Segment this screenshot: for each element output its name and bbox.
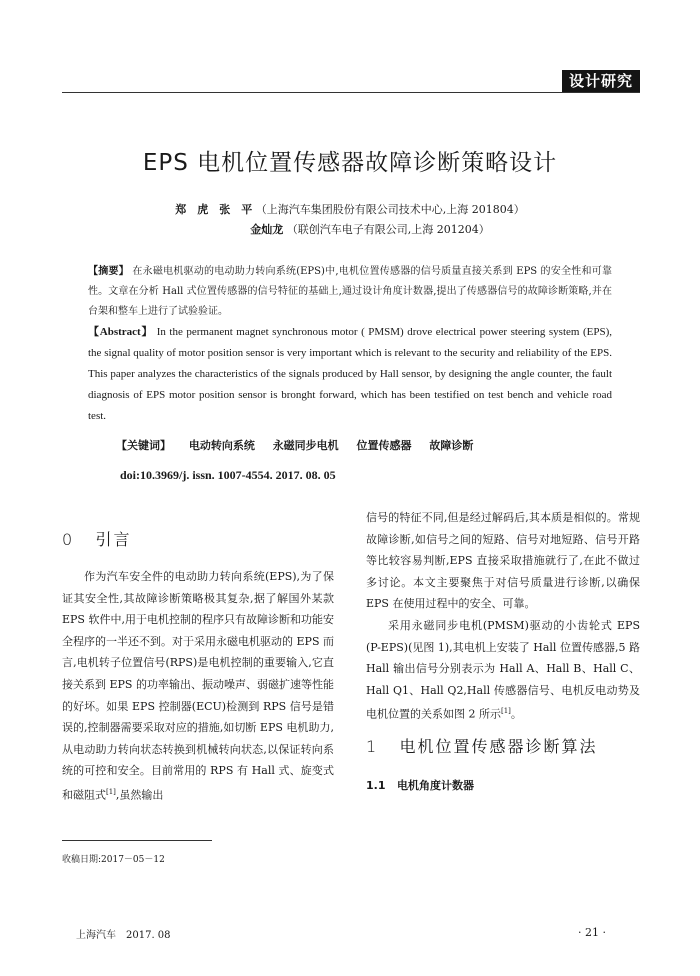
citation: [1] bbox=[501, 707, 511, 716]
author-line-1 bbox=[0, 201, 700, 217]
keyword: 电动转向系统 bbox=[188, 439, 255, 452]
section-heading-1 bbox=[366, 734, 597, 757]
author-affiliation: （联创汽车电子有限公司,上海 201204） bbox=[286, 223, 490, 236]
abstract-cn-label: 【摘要】 bbox=[88, 266, 129, 277]
section-heading-0 bbox=[62, 527, 131, 550]
header-rule bbox=[62, 92, 640, 93]
abstract-en-text: In the permanent magnet synchronous motor ( PMSM) drove electrical power steering system (EPS), the signal quality of motor position sensor is very important which is relevant to the security and reliability of the EPS. This paper analyzes the characteristics of the signals produced by Hall sensor, by designing the angle counter, the fault diagnosis of EPS motor position sensor is bronght forward, which has been testified on test bench and vehicle road test. bbox=[88, 326, 613, 422]
journal-footer: 上海汽车 2017. 08 bbox=[76, 930, 171, 941]
paper-title: EPS 电机位置传感器故障诊断策略设计 bbox=[142, 150, 558, 176]
footnote-rule bbox=[62, 840, 212, 841]
abstract-en bbox=[88, 322, 612, 427]
keywords bbox=[116, 437, 487, 453]
keywords-label: 【关键词】 bbox=[116, 439, 171, 452]
subsection-number: 1.1 bbox=[366, 779, 386, 792]
subsection-heading bbox=[366, 777, 474, 793]
section-tag: 设计研究 bbox=[562, 70, 640, 92]
keyword: 位置传感器 bbox=[356, 439, 412, 452]
left-column bbox=[62, 566, 334, 806]
right-column bbox=[366, 507, 640, 726]
keyword: 故障诊断 bbox=[429, 439, 474, 452]
paragraph bbox=[366, 615, 640, 726]
paragraph-text: 。 bbox=[510, 708, 522, 721]
intro-paragraph bbox=[62, 566, 334, 806]
abstract-cn-text: 在永磁电机驱动的电动助力转向系统(EPS)中,电机位置传感器的信号质量直接关系到 EPS 的安全性和可靠性。文章在分析 Hall 式位置传感器的信号特征的基础上,通过设计角度计数器,提出了传感器信号的故障诊断策略,并在台架和整车上进行了试验验证。 bbox=[88, 266, 612, 317]
subsection-title: 电机角度计数器 bbox=[397, 779, 474, 792]
section-title: 引言 bbox=[95, 530, 132, 549]
paragraph: 信号的特征不同,但是经过解码后,其本质是相似的。常规故障诊断,如信号之间的短路、信号对地短路、信号开路等比较容易判断,EPS 直接采取措施就行了,在此不做过多讨论。本文主要聚焦于对信号质量进行诊断,以确保 EPS 在使用过程中的安全、可靠。 bbox=[366, 511, 640, 611]
section-number: 1 bbox=[366, 737, 379, 756]
abstract-cn bbox=[88, 262, 612, 322]
doi: doi:10.3969/j. issn. 1007-4554. 2017. 08. 05 bbox=[120, 468, 336, 482]
page-number: · 21 · bbox=[578, 926, 606, 939]
received-date: 收稿日期:2017－05－12 bbox=[62, 855, 165, 865]
author-line-2 bbox=[20, 221, 700, 237]
abstract-en-label: 【Abstract】 bbox=[88, 326, 154, 338]
paragraph-text: ,虽然输出 bbox=[115, 788, 164, 802]
section-title: 电机位置传感器诊断算法 bbox=[399, 737, 598, 756]
keyword: 永磁同步电机 bbox=[272, 439, 339, 452]
author-affiliation: （上海汽车集团股份有限公司技术中心,上海 201804） bbox=[255, 203, 525, 216]
author-names: 郑 虎 张 平 bbox=[175, 203, 253, 216]
section-number: 0 bbox=[62, 530, 75, 549]
paragraph-text: 作为汽车安全件的电动助力转向系统(EPS),为了保证其安全性,其故障诊断策略极其复杂,据了解国外某款 EPS 软件中,用于电机控制的程序只有故障诊断和功能安全程序的一半还不到。对于采用永磁电机驱动的 EPS 而言,电机转子位置信号(RPS)是电机控制的重要输入,它直接关系到 EPS 的功率输出、振动噪声、弱磁扩速等性能的好坏。如果 EPS 控制器(ECU)检测到 RPS 信号是错误的,控制器需要采取对应的措施,如切断 EPS 电机助力,从电动助力转向状态转换到机械转向状态,以保证转向系统的可控和安全。目前常用的 RPS 有 Hall 式、旋变式和磁阻式 bbox=[62, 570, 334, 802]
citation: [1] bbox=[106, 787, 116, 796]
paragraph-text: 采用永磁同步电机(PMSM)驱动的小齿轮式 EPS (P-EPS)(见图 1),其电机上安装了 Hall 位置传感器,5 路 Hall 输出信号分别表示为 Hall A、Hall B、Hall C、Hall Q1、Hall Q2,Hall 传感器信号、电机反电动势及电机位置的关系如图 2 所示 bbox=[366, 618, 640, 721]
author-names: 金灿龙 bbox=[250, 223, 284, 236]
